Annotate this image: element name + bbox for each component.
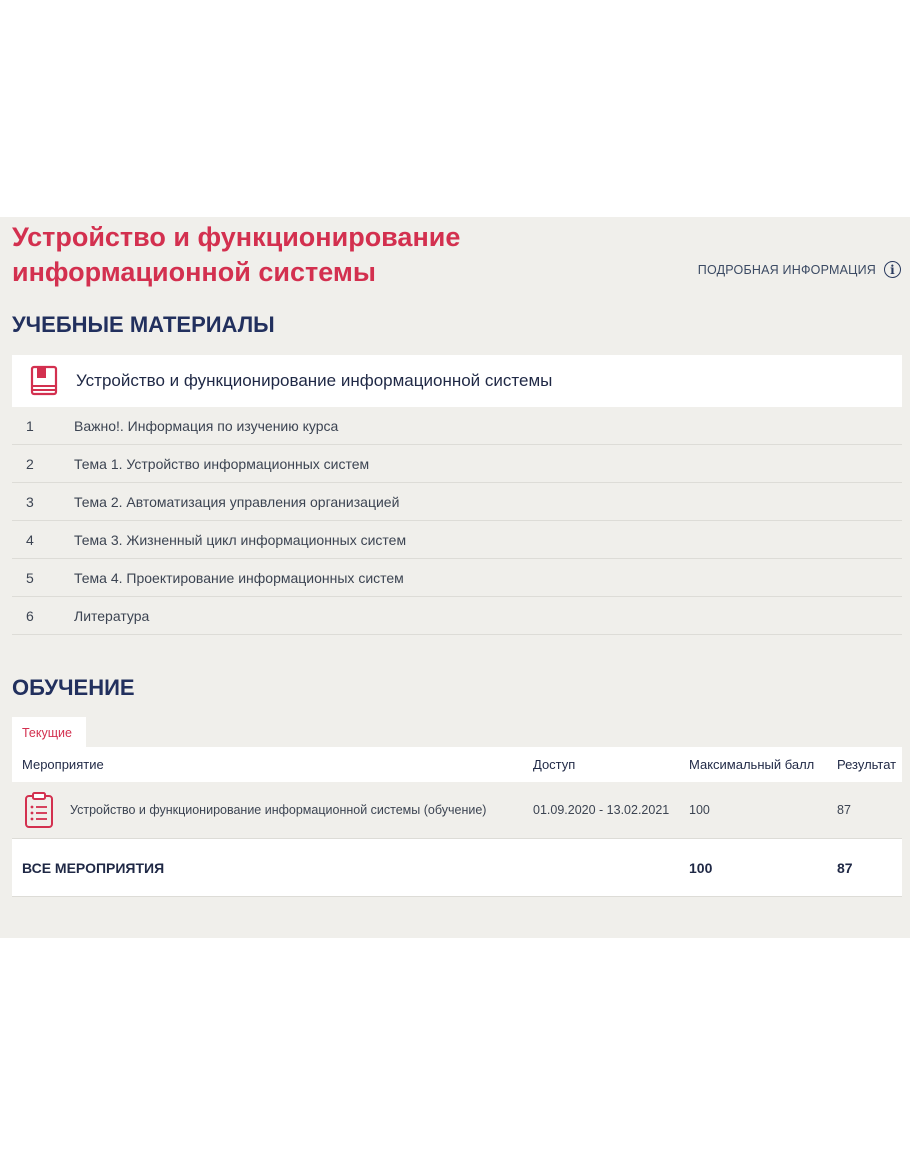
activities-table <box>12 747 902 897</box>
info-icon: i <box>884 261 901 278</box>
material-label: Тема 1. Устройство информационных систем <box>74 455 370 472</box>
material-label: Тема 3. Жизненный цикл информационных систем <box>74 531 407 548</box>
activity-link[interactable]: Устройство и функционирование информационной системы (обучение) <box>70 803 487 817</box>
material-label: Литература <box>74 607 150 624</box>
material-number: 6 <box>26 607 34 624</box>
course-page <box>0 217 910 938</box>
access-cell: 01.09.2020 - 13.02.2021 <box>533 803 670 817</box>
materials-list <box>12 407 902 635</box>
max-score-cell: 100 <box>689 803 710 817</box>
total-max-score: 100 <box>689 859 713 876</box>
material-label: Тема 4. Проектирование информационных систем <box>74 569 404 586</box>
tab-current[interactable]: Текущие <box>12 717 86 747</box>
activity-cell <box>12 791 533 829</box>
total-result: 87 <box>837 859 853 876</box>
material-item[interactable] <box>12 597 902 635</box>
column-activity: Мероприятие <box>22 757 104 772</box>
material-number: 3 <box>26 493 34 510</box>
table-total-row <box>12 839 902 897</box>
details-link[interactable] <box>698 261 901 278</box>
materials-heading: УЧЕБНЫЕ МАТЕРИАЛЫ <box>12 312 275 337</box>
material-item[interactable] <box>12 483 902 521</box>
result-cell: 87 <box>837 803 851 817</box>
material-number: 1 <box>26 417 34 434</box>
material-item[interactable] <box>12 521 902 559</box>
course-title: Устройство и функционирование информационной системы <box>12 222 461 287</box>
material-label: Важно!. Информация по изучению курса <box>74 417 339 434</box>
column-max-score: Максимальный балл <box>689 757 815 772</box>
material-number: 2 <box>26 455 34 472</box>
column-result: Результат <box>837 757 897 772</box>
material-item[interactable] <box>12 559 902 597</box>
material-number: 4 <box>26 531 34 548</box>
column-access: Доступ <box>533 757 576 772</box>
materials-course-card[interactable] <box>12 355 902 407</box>
material-item[interactable] <box>12 445 902 483</box>
table-row <box>12 782 902 839</box>
material-number: 5 <box>26 569 34 586</box>
book-icon <box>29 365 61 397</box>
learning-heading: ОБУЧЕНИЕ <box>12 675 135 700</box>
material-label: Тема 2. Автоматизация управления организацией <box>74 493 400 510</box>
clipboard-icon <box>24 791 54 829</box>
table-header <box>12 747 902 782</box>
details-link-label: ПОДРОБНАЯ ИНФОРМАЦИЯ <box>697 262 876 277</box>
total-label: ВСЕ МЕРОПРИЯТИЯ <box>22 859 165 876</box>
material-item[interactable] <box>12 407 902 445</box>
materials-course-title: Устройство и функционирование информационной системы <box>76 371 553 390</box>
